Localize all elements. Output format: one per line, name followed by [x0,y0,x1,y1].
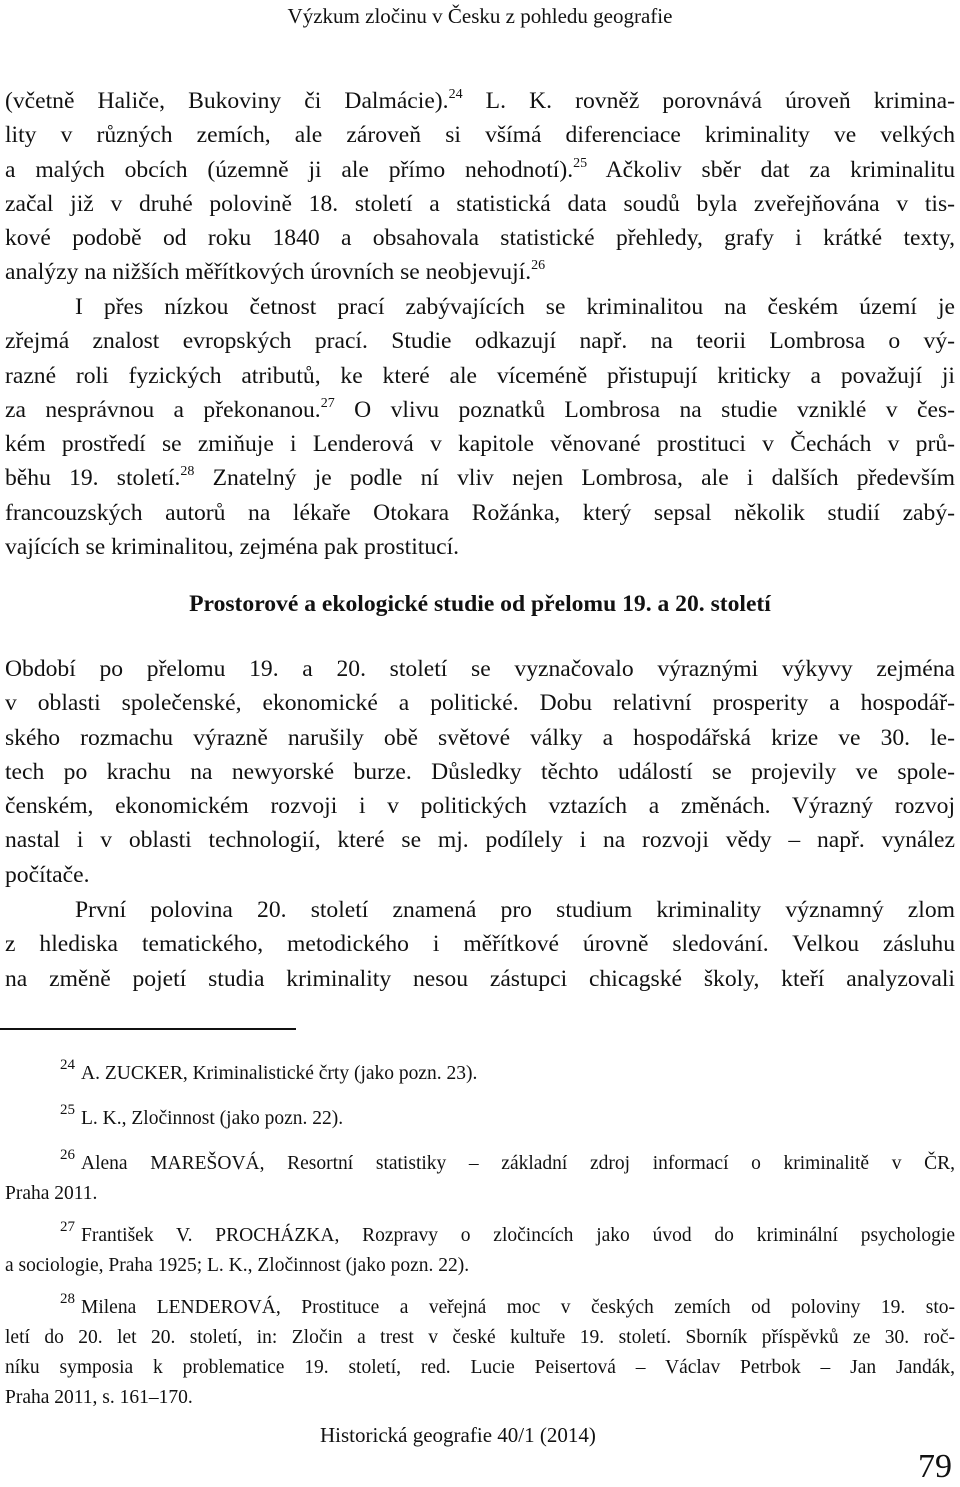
text-line: a malých obcích (územně ji ale přímo nehodnotí).$^{25}$ Ačkoliv sběr dat za kriminalitu [5,155,955,183]
text-line: zřejmá znalost evropských prací. Studie odkazují např. na teorii Lombrosa o vý- [5,328,955,355]
footnote-text: A. ZUCKER, Kriminalistické črty (jako pozn. 23). [81,1063,478,1084]
footnote-24 [5,1059,955,1089]
text-line: běhu 19. století.$^{28}$ Znatelný je podle ní vliv nejen Lombrosa, ale i dalších především [5,464,955,492]
text-line: počítače. [5,861,90,888]
footnote-26 [5,1149,955,1209]
footnote-text: a sociologie, Praha 1925; L. K., Zločinnost (jako pozn. 22). [5,1255,470,1276]
footnote-number: 24 [60,1057,75,1073]
footnote-text: Milena LENDEROVÁ, Prostituce a veřejná moc v českých zemích od poloviny 19. sto- [81,1297,955,1318]
footnote-text: L. K., Zločinnost (jako pozn. 22). [81,1108,344,1129]
text-line: ského rozmachu výrazně narušily obě světové války a hospodářská krize ve 30. le- [5,724,955,751]
footnote-ref-26[interactable]: 26 [531,258,546,274]
footnote-ref-25[interactable]: 25 [573,155,588,171]
page-number: 79 [918,1448,952,1485]
footnote-ref-24[interactable]: 24 [448,87,463,102]
text-line: První polovina 20. století znamená pro studium kriminality významný zlom [75,897,955,923]
footnote-ref-27[interactable]: 27 [320,395,335,411]
footnote-text: František V. PROCHÁZKA, Rozpravy o zločincích jako úvod do kriminální psychologie [81,1225,955,1246]
footnote-text: Praha 2011. [5,1183,98,1204]
paragraph-1 [5,84,955,290]
text-line: tech po krachu na newyorské burze. Důsledky těchto událostí se projevily ve spole- [5,758,955,785]
footnote-number: 26 [60,1147,75,1163]
journal-footer: Historická geografie 40/1 (2014) [320,1423,596,1447]
text-line: Období po přelomu 19. a 20. století se vyznačovalo výraznými výkyvy zejména [5,656,955,682]
text-line: analýzy na nižších měřítkových úrovních se neobjevují.$^{26}$ [5,258,546,286]
footnote-25 [5,1104,955,1134]
text-line: čenském, ekonomickém rozvoji i v politických vztazích a změnách. Výrazný rozvoj [5,793,955,820]
text-line: razné roli fyzických atributů, ke které ale víceméně přistupují kriticky a považují ji [5,362,955,389]
footnote-text: letí do 20. let 20. století, in: Zločin a trest v české kultuře 19. století. Sborník příspěvků ze 30. roč- [5,1327,955,1348]
footnote-text: Alena MAREŠOVÁ, Resortní statistiky – základní zdroj informací o kriminalitě v ČR, [81,1153,955,1174]
paragraph-2 [5,290,955,564]
footnote-28 [5,1293,955,1413]
text-line: I přes nízkou četnost prací zabývajících se kriminalitou na českém území je [75,294,955,320]
text-line: vajících se kriminalitou, zejména pak prostitucí. [5,534,460,561]
footnote-27 [5,1221,955,1281]
text-line: francouzských autorů na lékaře Otokara Rožánka, který sepsal několik studií zabý- [5,499,955,526]
footnote-number: 25 [60,1102,75,1118]
text-line: za nesprávnou a překonanou.$^{27}$ O vlivu poznatků Lombrosa na studie vzniklé v čes- [5,395,955,423]
text-line: kém prostředí se zmiňuje i Lenderová v kapitole věnované prostituci v Čechách v prů- [5,431,955,458]
paragraph-3 [5,652,955,892]
paragraph-4 [5,893,955,996]
footnote-text: Praha 2011, s. 161–170. [5,1387,193,1408]
section-heading: Prostorové a ekologické studie od přelomu 19. a 20. století [189,591,771,617]
footnote-text: níku symposia k problematice 19. století, red. Lucie Peisertová – Václav Petrbok – Jan Jandák, [5,1357,955,1378]
text-line: na změně pojetí studia kriminality nesou zástupci chicagské školy, kteří analyzovali [5,965,955,992]
text-line: lity v různých zemích, ale zároveň si všímá diferenciace kriminality ve velkých [5,122,955,149]
running-head: Výzkum zločinu v Česku z pohledu geografie [287,4,673,28]
footnote-ref-28[interactable]: 28 [180,464,195,480]
text-line: kové podobě od roku 1840 a obsahovala statistické přehledy, grafy i krátké texty, [5,225,955,252]
footnote-number: 28 [60,1291,75,1307]
text-line: v oblasti společenské, ekonomické a politické. Dobu relativní prosperity a hospodář- [5,690,955,717]
footnote-separator [0,1028,296,1030]
footnote-number: 27 [60,1219,75,1235]
text-line: z hlediska tematického, metodického i měřítkové úrovně sledování. Velkou zásluhu [5,931,955,958]
text-line: (včetně Haliče, Bukoviny či Dalmácie).$^{24}$ L. K. rovněž porovnává úroveň krimina- [5,87,955,114]
text-line: nastal i v oblasti technologií, které se mj. podílely i na rozvoji vědy – např. vynález [5,827,955,854]
text-line: začal již v druhé polovině 18. století a statistická data soudů byla zveřejňována v tis- [5,190,955,217]
